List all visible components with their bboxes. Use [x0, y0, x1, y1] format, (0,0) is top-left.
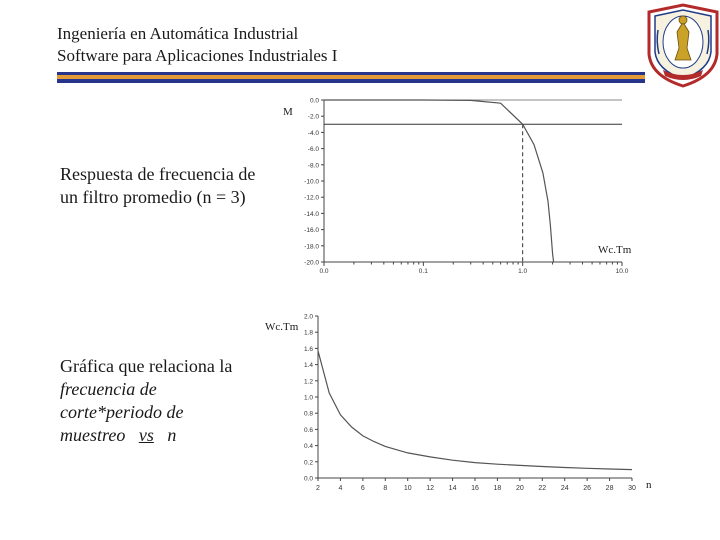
- chart1-x-tick-label: 0.0: [319, 268, 329, 275]
- section2-line4: [60, 424, 232, 447]
- chart2-x-tick-label: 24: [560, 485, 569, 492]
- chart2-x-tick-label: 20: [515, 485, 524, 492]
- chart2-y-tick-label: 0.4: [303, 443, 313, 451]
- chart1-y-tick-label: -18.0: [304, 243, 319, 251]
- section2-n: n: [167, 425, 177, 445]
- section1-line2: un filtro promedio (n = 3): [60, 187, 246, 207]
- chart2-y-tick-label: 1.6: [303, 345, 313, 353]
- chart1-y-tick-label: -10.0: [304, 178, 319, 186]
- chart1-y-tick-label: 0.0: [309, 97, 319, 105]
- chart2-x-tick-label: 8: [383, 485, 388, 492]
- section2-line3: corte*periodo de: [60, 402, 184, 422]
- section2-line1: Gráfica que relaciona la: [60, 356, 233, 376]
- chart2-x-tick-label: 16: [471, 485, 479, 492]
- header-divider-navy-lower: [57, 79, 645, 83]
- chart2-y-tick-label: 0.6: [303, 426, 313, 434]
- section2-line2: frecuencia de: [60, 379, 157, 399]
- chart2-y-tick-label: 0.2: [303, 459, 313, 467]
- chart2-y-tick-label: 1.2: [303, 378, 313, 386]
- chart2-x-tick-label: 6: [360, 485, 365, 492]
- chart1-y-label: M: [283, 106, 293, 118]
- chart1-x-tick-label: 10.0: [615, 268, 629, 275]
- chart2-y-tick-label: 1.0: [303, 394, 313, 402]
- chart1-y-tick-label: -4.0: [307, 129, 319, 137]
- section1-description: [60, 163, 255, 209]
- chart2-x-tick-label: 4: [338, 485, 343, 492]
- chart2-x-tick-label: 10: [403, 485, 412, 492]
- chart2-x-tick-label: 12: [426, 485, 435, 492]
- section2-vs: vs: [138, 425, 154, 445]
- section2-description: [60, 355, 232, 447]
- section1-line1: Respuesta de frecuencia de: [60, 164, 256, 184]
- chart2-y-tick-label: 2.0: [303, 313, 313, 321]
- chart2-x-tick-label: 18: [493, 485, 502, 492]
- chart1-y-tick-label: -2.0: [307, 113, 319, 121]
- chart2-y-label: Wc.Tm: [265, 321, 299, 333]
- chart2-x-tick-label: 30: [628, 485, 636, 492]
- frequency-response-chart: [298, 92, 638, 282]
- chart1-y-tick-label: -6.0: [307, 146, 319, 154]
- cutoff-vs-n-line: [318, 351, 632, 470]
- section2-muestreo: muestreo: [60, 425, 126, 445]
- cutoff-vs-n-chart: [296, 308, 646, 498]
- chart2-x-tick-label: 26: [583, 485, 592, 492]
- chart2-y-tick-label: 0.8: [303, 410, 313, 418]
- header-title-line1: Ingeniería en Automática Industrial: [57, 24, 299, 43]
- chart2-y-tick-label: 0.0: [303, 475, 313, 483]
- header-title-line2: Software para Aplicaciones Industriales I: [57, 46, 338, 65]
- university-crest-icon: [643, 2, 720, 88]
- chart1-x-tick-label: 1.0: [518, 268, 528, 275]
- chart2-x-tick-label: 2: [316, 485, 320, 492]
- chart2-x-tick-label: 14: [448, 485, 457, 492]
- chart1-y-tick-label: -20.0: [304, 259, 319, 267]
- chart1-x-label: Wc.Tm: [598, 244, 632, 256]
- chart1-y-tick-label: -8.0: [307, 162, 319, 170]
- chart2-x-tick-label: 28: [605, 485, 614, 492]
- chart2-y-tick-label: 1.8: [303, 329, 313, 337]
- chart1-x-tick-label: 0.1: [418, 268, 428, 275]
- chart1-y-tick-label: -16.0: [304, 227, 319, 235]
- chart1-y-tick-label: -14.0: [304, 210, 319, 218]
- chart2-x-label: n: [646, 479, 652, 491]
- chart2-x-tick-label: 22: [538, 485, 547, 492]
- chart1-y-tick-label: -12.0: [304, 194, 319, 202]
- chart2-y-tick-label: 1.4: [303, 362, 313, 370]
